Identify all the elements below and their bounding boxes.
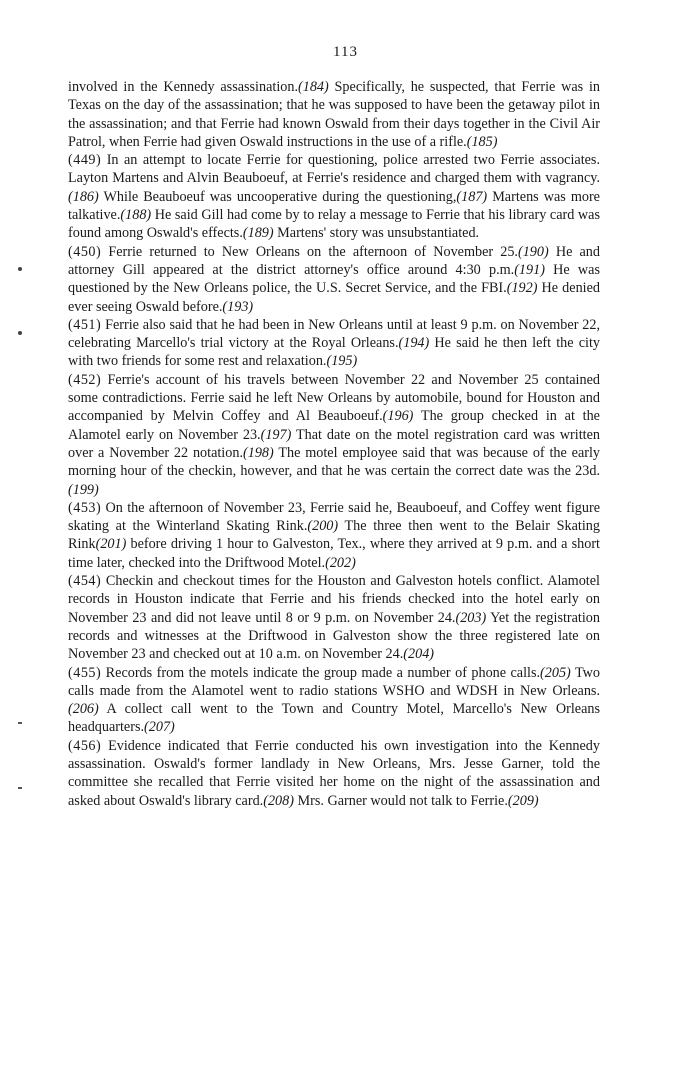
body-text: [68, 78, 600, 810]
text-segment: Two calls made from the Alamotel went to radio stations WSHO and WDSH in New Orleans.: [68, 664, 600, 699]
paragraph-number: (450): [68, 243, 102, 260]
footnote-reference: (206): [68, 701, 99, 718]
paragraph-number: (453): [68, 499, 102, 516]
footnote-reference: (194): [398, 335, 430, 352]
text-segment: The motel employee said that was because of the early morning hour of the checkin, however, and that he was certain the correct date was the 23d.: [68, 444, 601, 480]
text-segment: The three then went to the Belair Skating Rink: [68, 518, 600, 553]
text-segment: involved in the Kennedy assassination.: [68, 79, 299, 95]
footnote-reference: (201): [95, 536, 127, 553]
footnote-reference: (204): [403, 646, 435, 663]
paragraph: [68, 371, 600, 499]
footnote-reference: (192): [506, 280, 538, 297]
text-segment: He said he then left the city with two friends for some rest and relaxation.: [68, 335, 600, 370]
margin-mark: [18, 331, 22, 335]
paragraph: [68, 737, 600, 810]
footnote-reference: (197): [260, 426, 292, 443]
paragraph-number: (449): [68, 152, 102, 169]
text-segment: He was questioned by the New Orleans police, the U.S. Secret Service, and the FBI.: [68, 261, 600, 297]
footnote-reference: (209): [507, 792, 539, 809]
text-segment: The group checked in at the Alamotel early on November 23.: [68, 408, 600, 443]
footnote-reference: (208): [263, 792, 294, 809]
footnote-reference: (203): [455, 609, 487, 626]
footnote-reference: (207): [144, 719, 175, 736]
text-segment: On the afternoon of November 23, Ferrie said he, Beauboeuf, and Coffey went figure skating at the Winterland Skating Rink.: [68, 499, 600, 535]
paragraph-number: (455): [68, 664, 102, 681]
footnote-reference: (205): [540, 664, 571, 681]
text-segment: Records from the motels indicate the group made a number of phone calls.: [101, 664, 541, 681]
page-number: 113: [333, 44, 358, 60]
paragraph-number: (451): [68, 316, 102, 333]
footnote-reference: (202): [325, 554, 356, 571]
margin-mark: [18, 787, 22, 789]
margin-mark: [18, 267, 22, 271]
text-segment: Yet the registration records and witnesses at the Driftwood in Galveston show the three registered late on November 23 and checked out at 10 a.m. on November 24.: [68, 609, 600, 663]
paragraph: [68, 572, 600, 663]
text-segment: He said Gill had come by to relay a message to Ferrie that his library card was found among Oswald's effects.: [68, 207, 600, 242]
text-segment: He denied ever seeing Oswald before.: [68, 280, 600, 315]
paragraph: [68, 151, 600, 242]
text-segment: Checkin and checkout times for the Houston and Galveston hotels conflict. Alamotel records in Houston indicate that Ferrie and his friends checked into the hotel early on November 23 and did not leave until 8 or 9 p.m. on November 24.: [68, 573, 600, 626]
text-segment: That date on the motel registration card was written over a November 22 notation.: [68, 426, 600, 461]
footnote-reference: (186): [68, 188, 99, 205]
text-segment: He and attorney Gill appeared at the district attorney's office around 4:30 p.m.: [68, 243, 600, 278]
text-segment: Ferrie's account of his travels between November 22 and November 25 contained some contradictions. Ferrie said he left New Orleans by automobile, bound for Houston and accompanied by Melvin Coffey and Al Beauboeuf.: [68, 371, 600, 425]
paragraph-number: (456): [68, 737, 102, 754]
footnote-reference: (195): [326, 353, 358, 370]
text-segment: Martens was more talkative.: [68, 188, 600, 224]
text-segment: Ferrie returned to New Orleans on the afternoon of November 25.: [101, 243, 518, 260]
paragraph: [68, 499, 600, 572]
footnote-reference: (193): [222, 298, 254, 315]
margin-mark: [18, 722, 22, 724]
paragraph: [68, 316, 600, 371]
paragraph: [68, 78, 600, 151]
text-segment: Evidence indicated that Ferrie conducted his own investigation into the Kennedy assassination. Oswald's former landlady in New Orleans, Mrs. Jesse Garner, told the committee she recalled that Ferrie visited her home on the night of the assassination and asked about Oswald's library card.: [68, 737, 600, 809]
footnote-reference: (189): [242, 225, 274, 242]
text-segment: A collect call went to the Town and Country Motel, Marcello's New Orleans headquarters.: [68, 701, 600, 736]
text-segment: In an attempt to locate Ferrie for questioning, police arrested two Ferrie associates. Layton Martens and Alvin Beauboeuf, at Ferrie's residence and charged them with vagrancy.: [68, 152, 600, 187]
footnote-reference: (184): [298, 79, 329, 95]
text-segment: Ferrie also said that he had been in New Orleans until at least 9 p.m. on November 22, celebrating Marcello's trial victory at the Royal Orleans.: [68, 316, 600, 352]
footnote-reference: (185): [466, 133, 498, 150]
text-segment: before driving 1 hour to Galveston, Tex., where they arrived at 9 p.m. and a short time later, checked into the Driftwood Motel.: [68, 536, 600, 571]
footnote-reference: (187): [456, 188, 488, 205]
paragraph: [68, 243, 600, 316]
paragraph-number: (454): [68, 573, 102, 590]
footnote-reference: (190): [517, 243, 549, 260]
text-segment: Mrs. Garner would not talk to Ferrie.: [293, 792, 508, 809]
footnote-reference: (199): [68, 481, 99, 498]
text-segment: Martens' story was unsubstantiated.: [273, 225, 480, 242]
footnote-reference: (191): [514, 261, 545, 278]
text-segment: Specifically, he suspected, that Ferrie was in Texas on the day of the assassination; that he was supposed to have been the getaway pilot in the assassination; and that Ferrie had known Oswald from their days together in the Civil Air Patrol, when Ferrie had given Oswald instructions in the use of a rifle.: [68, 79, 600, 150]
footnote-reference: (200): [307, 518, 339, 535]
paragraph: [68, 664, 600, 737]
footnote-reference: (198): [243, 444, 274, 461]
text-segment: While Beauboeuf was uncooperative during the questioning,: [98, 188, 457, 205]
footnote-reference: (188): [120, 207, 152, 224]
paragraph-number: (452): [68, 371, 102, 388]
footnote-reference: (196): [382, 408, 414, 425]
